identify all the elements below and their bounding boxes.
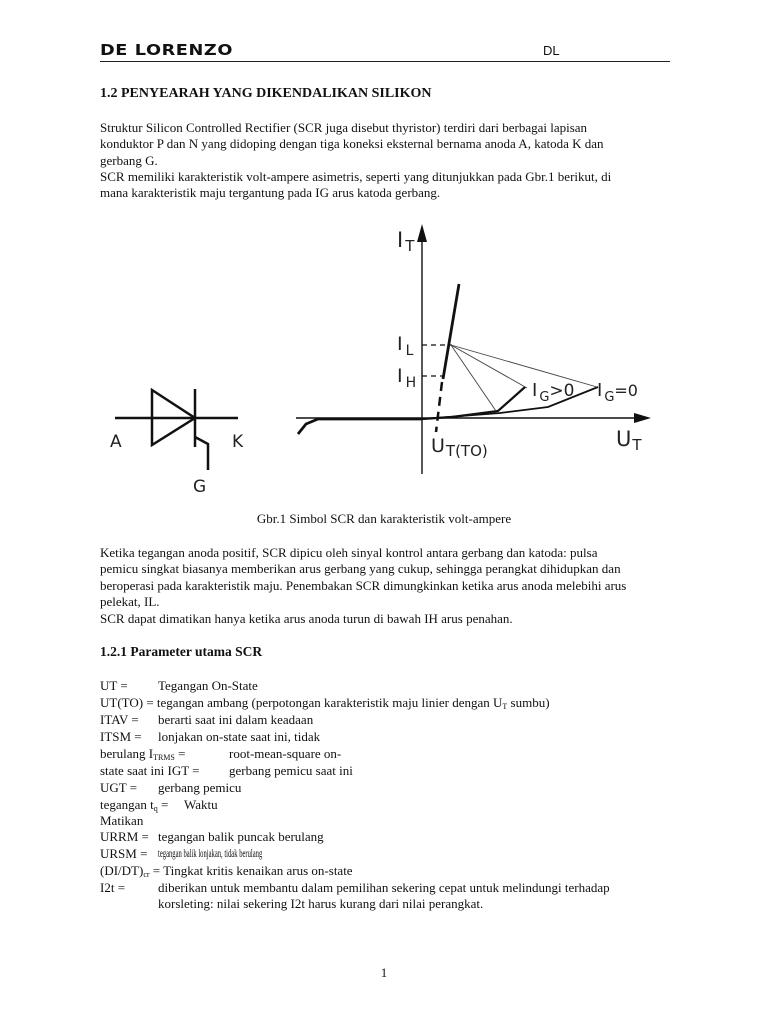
ig-zero-label: I $_G$=0 [597,380,638,405]
param-value: diberikan untuk membantu dalam pemilihan sekering cepat untuk melindungi terhadap [158,880,610,895]
x-axis-label: UT [616,427,642,454]
param-ursm [100,845,263,862]
x-axis-arrow [634,413,651,423]
param-itav [100,711,314,728]
figure-caption: Gbr.1 Simbol SCR dan karakteristik volt-ampere [256,511,512,526]
company-logo: DE LORENZO [100,41,233,59]
ih-label: I $_H$ [397,365,417,391]
text-line: Struktur Silicon Controlled Rectifier (SCR juga disebut thyristor) terdiri dari berbagai lapisan [100,120,588,135]
param-subscript: TRMS [153,753,175,762]
body-paragraph-1 [100,545,668,610]
vi-graph [296,224,651,474]
text-line: gerbang G. [100,152,158,168]
param-itsm [100,728,321,745]
y-axis-label: I T [397,228,415,255]
param-eq: = [174,746,186,761]
on-state-curve [443,284,459,379]
param-value: berarti saat ini dalam keadaan [158,712,314,727]
gate-label: G [193,477,207,497]
param-didt [100,862,353,879]
param-key: UT = [100,678,128,693]
scr-figure [0,0,768,510]
switch-line-3 [451,345,496,411]
param-ugt [100,779,242,796]
param-urrm [100,828,324,845]
param-igt [100,762,353,779]
param-value: gerbang pemicu [158,780,242,795]
param-key: berulang I [100,746,154,761]
y-axis-arrow [417,224,427,242]
param-value: tegangan balik lonjakan, tidak berulang [158,846,263,860]
param-key: URRM = [100,829,149,844]
param-value: Tegangan On-State [158,678,258,693]
cathode-label: K [232,432,244,452]
subsection-title: 1.2.1 Parameter utama SCR [100,644,263,659]
ut0-label: $U_{T(TO)}$ [431,435,488,460]
header-code: DL [543,43,560,58]
param-ut [100,677,258,694]
param-value: root-mean-square on- [229,746,342,761]
ut0-dash [436,382,442,432]
param-subscript: q [153,804,158,813]
section-title: 1.2 PENYEARAH YANG DIKENDALIKAN SILIKON [100,86,432,101]
param-key: (DI/DT) [100,863,144,878]
text-line: pelekat, IL. [100,593,160,609]
param-subscript: T [502,702,508,711]
ig-pos-label: I $_G$>0 [532,380,575,405]
text-line: Ketika tegangan anoda positif, SCR dipicu oleh sinyal kontrol antara gerbang dan katoda: pulsa [100,545,598,560]
param-tq [100,796,218,813]
reverse-curve [298,419,422,434]
param-key: state saat ini IGT = [100,763,200,778]
body-paragraph-2 [100,611,668,627]
param-utto [100,694,550,711]
param-text-end: sumbu) [507,695,550,710]
param-value: Waktu [184,797,218,812]
page-number: 1 [380,965,388,980]
param-eq: = [157,797,169,812]
param-itrms [100,745,342,762]
param-subscript: cr [143,870,150,879]
param-key: ITSM = [100,729,142,744]
param-value: korsleting: nilai sekering I2t harus kurang dari nilai perangkat. [158,896,484,911]
text-line: pemicu singkat biasanya memberikan arus gerbang yang cukup, sehingga perangkat dihidupkan dan [100,561,621,577]
param-value: tegangan balik puncak berulang [158,829,324,844]
param-key: tegangan t [100,797,154,812]
il-label: I $_L$ [397,333,414,359]
param-key: I2t = [100,880,126,895]
switch-line-1 [451,345,527,388]
param-key: Matikan [100,813,144,828]
text-line: SCR memiliki karakteristik volt-ampere asimetris, seperti yang ditunjukkan pada Gbr.1 berikut, di [100,169,612,184]
text-line: mana karakteristik maju tergantung pada IG arus katoda gerbang. [100,185,441,201]
anode-label: A [110,432,122,452]
text-line: konduktor P dan N yang didoping dengan tiga koneksi eksternal bernama anoda A, katoda K dan [100,136,604,152]
param-key: URSM = [100,846,148,861]
scr-symbol [115,389,238,470]
switch-line-2 [451,345,597,387]
param-key: UGT = [100,780,138,795]
param-value: gerbang pemicu saat ini [229,763,353,778]
text-line: beroperasi pada karakteristik maju. Penembakan SCR dimungkinkan ketika arus anoda melebihi arus [100,577,627,593]
param-value: = Tingkat kritis kenaikan arus on-state [149,863,353,878]
param-value: lonjakan on-state saat ini, tidak [158,729,321,744]
gate-lead [195,437,208,470]
text-line: SCR dapat dimatikan hanya ketika arus anoda turun di bawah IH arus penahan. [100,611,513,626]
param-matikan [100,812,143,829]
param-key: ITAV = [100,712,139,727]
param-i2t [100,879,610,896]
param-text: UT(TO) = tegangan ambang (perpotongan karakteristik maju linier dengan U [100,695,503,710]
